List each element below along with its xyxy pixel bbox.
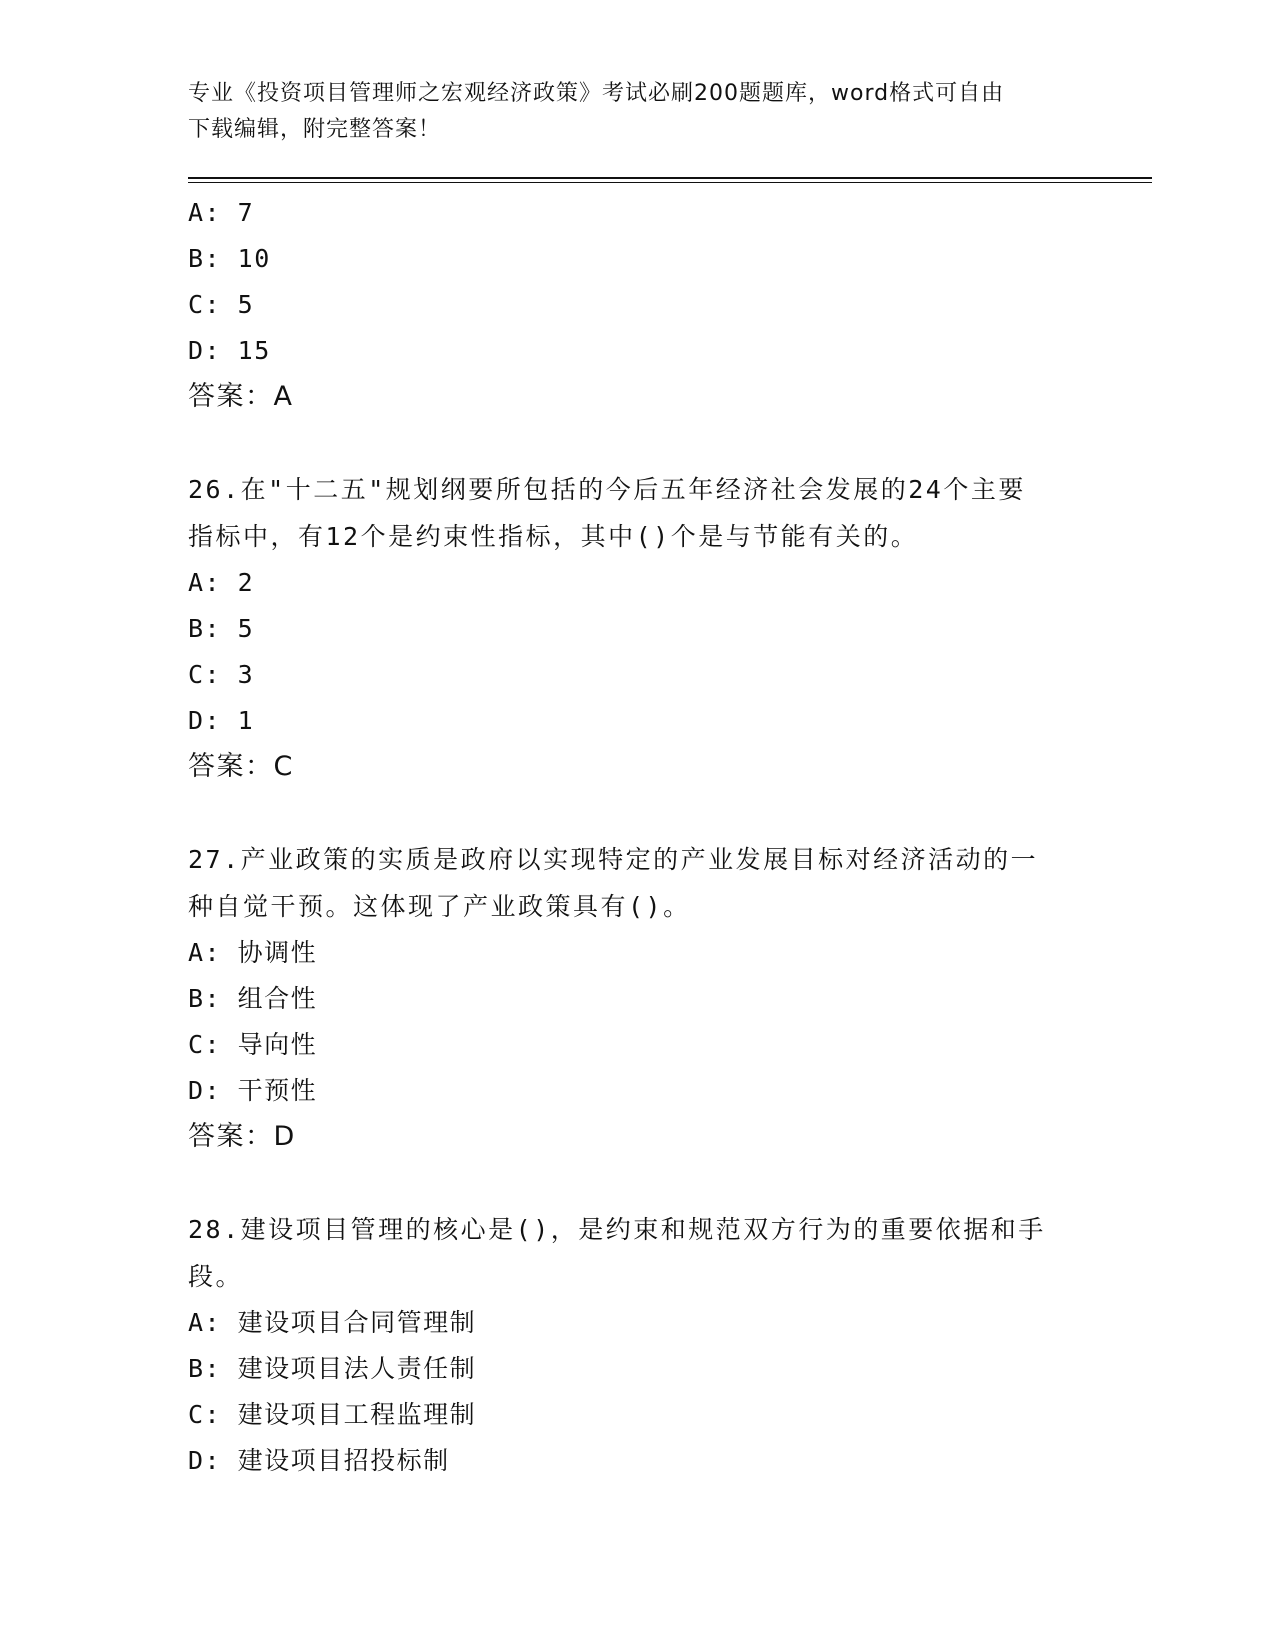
question-text <box>188 836 1068 930</box>
option-d: D: 干预性 <box>188 1076 318 1105</box>
question-line-2: 指标中，有12个是约束性指标，其中()个是与节能有关的。 <box>188 522 919 551</box>
option-c: C: 导向性 <box>188 1030 318 1059</box>
question-text <box>188 1206 1068 1300</box>
answer-line: 答案：A <box>188 381 294 412</box>
header-line-2: 下载编辑，附完整答案！ <box>188 117 442 142</box>
option-d: D: 1 <box>188 706 255 735</box>
answer-line: 答案：C <box>188 751 294 782</box>
option-d: D: 15 <box>188 336 271 365</box>
question-line-2: 种自觉干预。这体现了产业政策具有()。 <box>188 892 691 921</box>
option-d: D: 建设项目招投标制 <box>188 1446 450 1475</box>
question-line-1: 27.产业政策的实质是政府以实现特定的产业发展目标对经济活动的一 <box>188 845 1039 874</box>
option-b: B: 组合性 <box>188 984 318 1013</box>
option-b: B: 10 <box>188 244 271 273</box>
document-header <box>188 76 1068 148</box>
option-a: A: 协调性 <box>188 938 318 967</box>
option-c: C: 建设项目工程监理制 <box>188 1400 477 1429</box>
question-line-2: 段。 <box>188 1262 244 1291</box>
option-a: A: 建设项目合同管理制 <box>188 1308 477 1337</box>
question-list <box>188 190 1088 1484</box>
question-line-1: 28.建设项目管理的核心是()，是约束和规范双方行为的重要依据和手 <box>188 1215 1046 1244</box>
option-b: B: 建设项目法人责任制 <box>188 1354 477 1383</box>
question-line-1: 26.在"十二五"规划纲要所包括的今后五年经济社会发展的24个主要 <box>188 475 1026 504</box>
question-block-25 <box>188 190 1088 420</box>
question-block-28 <box>188 1206 1088 1484</box>
option-a: A: 2 <box>188 568 255 597</box>
answer-line: 答案：D <box>188 1121 296 1152</box>
question-block-26 <box>188 466 1088 790</box>
header-line-1: 专业《投资项目管理师之宏观经济政策》考试必刷200题题库，word格式可自由 <box>188 81 1005 106</box>
option-c: C: 5 <box>188 290 255 319</box>
header-divider-thin <box>188 182 1152 183</box>
header-divider-thick <box>188 177 1152 179</box>
question-block-27 <box>188 836 1088 1160</box>
option-a: A: 7 <box>188 198 255 227</box>
option-b: B: 5 <box>188 614 255 643</box>
question-text <box>188 466 1068 560</box>
option-c: C: 3 <box>188 660 255 689</box>
